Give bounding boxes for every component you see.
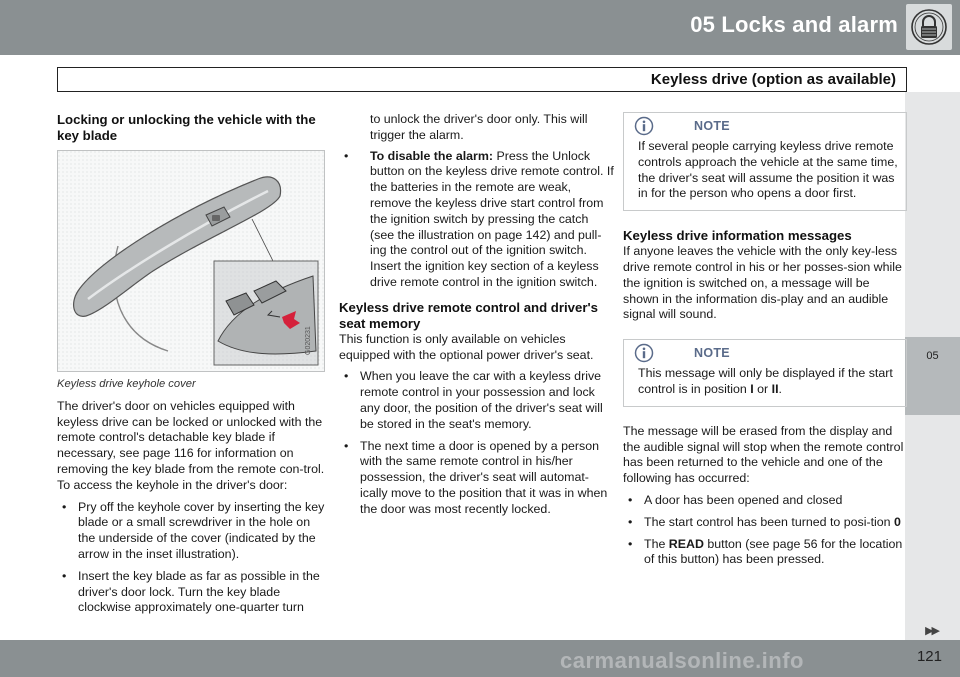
read-button-label: READ xyxy=(668,536,704,551)
lock-padlock-icon xyxy=(906,4,952,50)
bullet-icon: • xyxy=(344,369,349,384)
section-title-bar xyxy=(57,67,907,92)
list-item xyxy=(57,569,325,616)
bullet-list xyxy=(57,500,325,617)
list-item-text: Pry off the keyhole cover by inserting the key blade or a small screwdriver in the hole on the underside of the cover (indicated by the arrow in the inset illustration). xyxy=(78,499,325,561)
list-item xyxy=(623,493,907,509)
bullet-icon: • xyxy=(344,438,349,453)
list-item-text: When you leave the car with a keyless drive remote control in your possession and lock any door, the position of the driver's seat will be stored in the seat's memory. xyxy=(360,369,603,431)
bullet-icon: • xyxy=(628,492,633,507)
note-box xyxy=(623,339,907,407)
section-heading-key-blade: Locking or unlocking the vehicle with the key blade xyxy=(57,112,316,143)
bullet-icon: • xyxy=(62,568,67,583)
section-heading-info-messages: Keyless drive information messages xyxy=(623,228,852,244)
paragraph: The message will be erased from the display and the audible signal will stop when the remote control has been returned to the vehicle and one of the following has occurred: xyxy=(623,423,904,486)
section-heading-seat-memory: Keyless drive remote control and driver's seat memory xyxy=(339,299,598,331)
list-item-text: The xyxy=(644,536,669,551)
list-item xyxy=(339,149,615,291)
note-header xyxy=(632,113,898,139)
paragraph: The driver's door on vehicles equipped with keyless drive can be locked or unlocked with the remote control's detachable key blade if necessary, see page 116 for information on removing the key blade from the remote con-trol. To access the keyhole in the driver's door: xyxy=(57,398,325,492)
list-item-text: Insert the key blade as far as possible in the driver's door lock. Turn the key blade clockwise approximately one-quarter turn xyxy=(78,568,320,615)
note-box xyxy=(623,112,907,211)
bullet-list xyxy=(623,493,907,568)
note-header xyxy=(632,340,898,366)
watermark: carmanualsonline.info xyxy=(560,648,804,673)
column-1 xyxy=(57,112,325,616)
chapter-tab[interactable] xyxy=(905,337,960,415)
bullet-icon: • xyxy=(628,514,633,529)
list-item xyxy=(339,369,615,432)
note-text xyxy=(632,366,898,398)
note-text-part: This message will only be displayed if the start control is in position xyxy=(638,366,893,396)
list-item-text: button (see page 56 for the location of this button) has been pressed. xyxy=(644,536,903,567)
figure-code: G020231 xyxy=(305,326,312,355)
note-label: NOTE xyxy=(694,346,730,361)
position-one: I xyxy=(750,381,754,396)
list-item xyxy=(623,515,907,531)
list-item xyxy=(57,500,325,563)
note-text-part: . xyxy=(778,381,782,396)
list-item xyxy=(339,439,615,518)
position-zero: 0 xyxy=(894,514,901,529)
chapter-title: 05 Locks and alarm xyxy=(690,12,898,37)
list-item xyxy=(623,537,907,569)
continued-text: to unlock the driver's door only. This will trigger the alarm. xyxy=(370,112,588,142)
keyhole-cover-illustration xyxy=(57,150,325,372)
chapter-tab-label: 05 xyxy=(926,350,939,362)
bullet-icon: • xyxy=(344,148,349,163)
footer-band xyxy=(0,640,960,677)
bullet-icon: • xyxy=(62,499,67,514)
next-page-arrows-icon[interactable]: ▶▶ xyxy=(925,625,938,637)
list-item-text: A door has been opened and closed xyxy=(644,492,843,507)
paragraph: If anyone leaves the vehicle with the only key-less drive remote control in his or her posses-sion while the ignition is switched on, a message will be shown in the information dis-play and an audible signal will sound. xyxy=(623,244,902,322)
column-3 xyxy=(623,112,907,568)
list-item-text: The start control has been turned to posi-tion xyxy=(644,514,895,529)
note-text: If several people carrying keyless drive remote controls approach the vehicle at the same time, the driver's seat will assume the position it was in for the person who opens a door first. xyxy=(638,139,898,201)
note-text-part: or xyxy=(753,381,772,396)
disable-alarm-label: To disable the alarm: xyxy=(370,148,494,163)
info-icon xyxy=(634,343,654,363)
paragraph: This function is only available on vehicles equipped with the optional power driver's seat. xyxy=(339,331,594,362)
bullet-list xyxy=(339,149,615,291)
page-number: 121 xyxy=(916,648,942,665)
section-title: Keyless drive (option as available) xyxy=(650,71,896,88)
list-item-text: The next time a door is opened by a person with the same remote control in his/her possession, the driver's seat will automat-ically move to the position that it was in when the door was most recently locked. xyxy=(360,438,608,516)
figure-caption: Keyless drive keyhole cover xyxy=(57,378,196,390)
info-icon xyxy=(634,116,654,136)
bullet-icon: • xyxy=(628,536,633,551)
bullet-list xyxy=(339,369,615,517)
position-two: II xyxy=(771,381,779,396)
list-item-text: Press the Unlock button on the keyless drive remote control. If the batteries in the remote are weak, remove the keyless drive start control from the ignition switch by pressing the catch (see the illustration on page 142) and pull-ing the control out of the ignition switch. Insert the ignition key section of a keyless drive remote control in the ignition switch. xyxy=(370,148,614,289)
column-2 xyxy=(339,112,615,518)
note-label: NOTE xyxy=(694,119,730,133)
